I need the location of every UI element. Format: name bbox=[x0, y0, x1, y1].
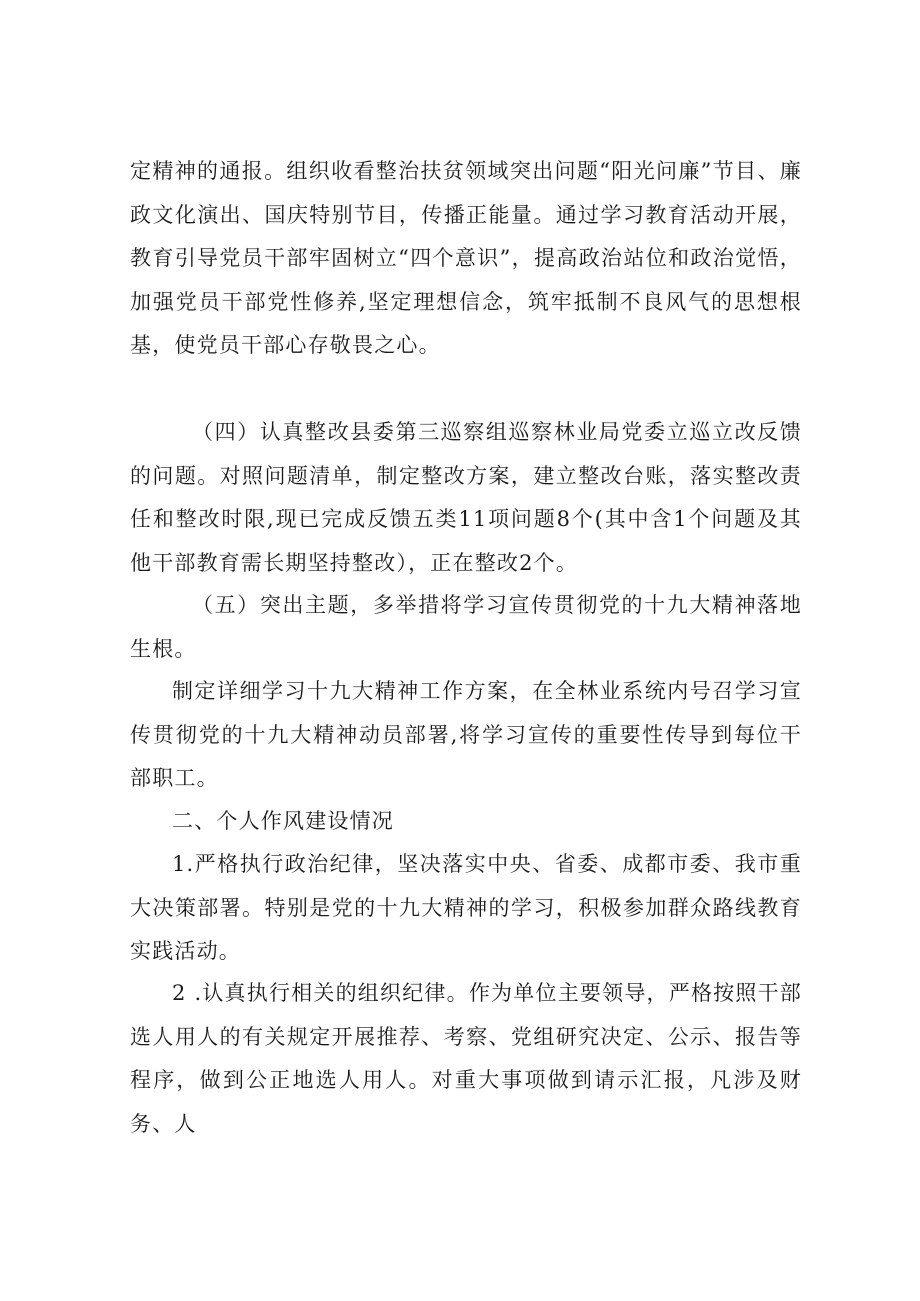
paragraph-inspection-rectification: （四）认真整改县委第三巡察组巡察林业局党委立巡立改反馈的问题。对照问题清单，制定整改方案，建立整改台账，落实整改责任和整改时限,现已完成反馈五类11项问题8个(其中含1个问题及其他干部教育需长期坚持整改），正在整改2个。 bbox=[130, 420, 802, 575]
paragraph-study-education: 定精神的通报。组织收看整治扶贫领域突出问题“阳光问廉”节目、廉政文化演出、国庆特别节目，传播正能量。通过学习教育活动开展，教育引导党员干部牢固树立“四个意识”，提高政治站位和政治觉悟，加强党员干部党性修养,坚定理想信念，筑牢抵制不良风气的思想根基，使党员干部心存敬畏之心。 bbox=[130, 159, 802, 357]
paragraph-organizational-discipline: 2 .认真执行相关的组织纪律。作为单位主要领导，严格按照干部选人用人的有关规定开展推荐、考察、党组研究决定、公示、报告等程序，做到公正地选人用人。对重大事项做到请示汇报，凡涉及财务、人 bbox=[130, 981, 802, 1136]
paragraph-highlight-theme: （五）突出主题，多举措将学习宣传贯彻党的十九大精神落地生根。 bbox=[130, 593, 802, 661]
paragraph-work-plan: 制定详细学习十九大精神工作方案，在全林业系统内号召学习宣传贯彻党的十九大精神动员部署,将学习宣传的重要性传导到每位干部职工。 bbox=[130, 679, 802, 790]
section-heading-personal-style: 二、个人作风建设情况 bbox=[172, 809, 394, 833]
paragraph-political-discipline: 1.严格执行政治纪律，坚决落实中央、省委、成都市委、我市重大决策部署。特别是党的十九大精神的学习，积极参加群众路线教育实践活动。 bbox=[130, 852, 802, 963]
